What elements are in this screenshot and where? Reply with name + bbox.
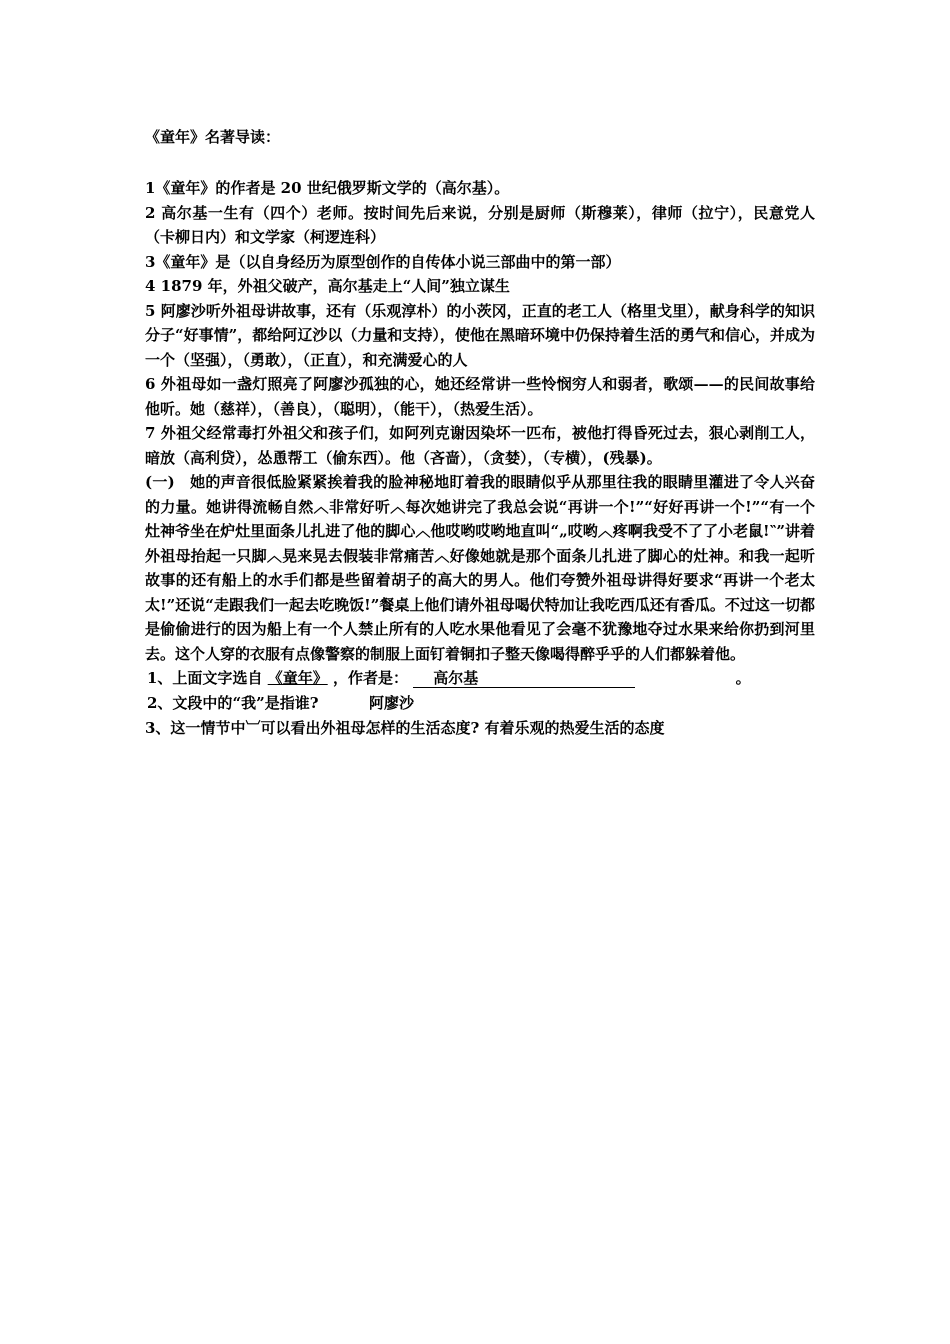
question-3: [145, 716, 815, 741]
question-3-answer: 有着乐观的热爱生活的态度: [484, 719, 665, 737]
reading-passage: (一) 她的声音很低脸紧紧挨着我的脸神秘地盯着我的眼睛似乎从那里往我的眼睛里灌进了令人兴奋的力量。她讲得流畅自然︿非常好听︿每次她讲完了我总会说“再讲一个!”“好好再讲一个!”“有一个灶神爷坐在炉灶里面条儿扎进了他的脚心︿他哎哟哎哟地直叫“„哎哟︿疼啊我受不了了小老鼠!‶”讲着外祖母抬起一只脚︿晃来晃去假装非常痛苦︿好像她就是那个面条儿扎进了脚心的灶神。和我一起听故事的还有船上的水手们都是些留着胡子的高大的男人。他们夸赞外祖母讲得好要求“再讲一个老太太!”还说“走跟我们一起去吃晚饭!”餐桌上他们请外祖母喝伏特加让我吃西瓜还有香瓜。不过这一切都是偷偷进行的因为船上有一个人禁止所有的人吃水果他看见了会毫不犹豫地夺过水果来给你扔到河里去。这个人穿的衣服有点像警察的制服上面钉着铜扣子整天像喝得醉乎乎的人们都躲着他。: [145, 473, 815, 663]
question-1: [145, 666, 815, 691]
question-1-prefix: 1、上面文字选自: [147, 669, 263, 687]
question-3-text: 3、这一情节中︺可以看出外祖母怎样的生活态度?: [145, 719, 480, 737]
question-1-mid: ，作者是：: [332, 669, 408, 687]
guide-item-2: 2 高尔基一生有（四个）老师。按时间先后来说，分别是厨师（斯穆莱），律师（拉宁），民意党人（卡柳日内）和文学家（柯逻连科）: [145, 203, 815, 246]
question-2: [145, 691, 815, 716]
guide-item-6: 6 外祖母如一盏灯照亮了阿廖沙孤独的心，她还经常讲一些怜悯穷人和弱者，歌颂——的民间故事给他听。她（慈祥），（善良），（聪明），（能干），（热爱生活）。: [145, 375, 815, 418]
guide-item-3: 3《童年》是（以自身经历为原型创作的自传体小说三部曲中的第一部）: [145, 252, 621, 271]
question-1-author-answer: 高尔基: [433, 669, 479, 687]
question-1-book-answer: 《童年》: [267, 669, 328, 687]
question-1-end: 。: [735, 669, 751, 687]
guide-item-1: 1《童年》的作者是 20 世纪俄罗斯文学的（高尔基）。: [145, 179, 510, 197]
guide-item-5: 5 阿廖沙听外祖母讲故事，还有（乐观淳朴）的小茨冈，正直的老工人（格里戈里），献身科学的知识分子“好事情”，都给阿辽沙以（力量和支持），使他在黑暗环境中仍保持着生活的勇气和信心，并成为一个（坚强），（勇敢），（正直），和充满爱心的人: [145, 301, 815, 369]
question-2-answer: 阿廖沙: [368, 694, 414, 712]
document-page: [145, 124, 815, 741]
question-1-author-blank: [413, 670, 635, 688]
question-2-text: 2、文段中的“我”是指谁?: [147, 694, 319, 712]
guide-item-7: 7 外祖父经常毒打外祖父和孩子们，如阿列克谢因染坏一匹布，被他打得昏死过去，狠心剥削工人，暗放（高利贷），怂恿帮工（偷东西）。他（吝啬），（贪婪），（专横），(残暴)。: [145, 424, 815, 467]
guide-item-4: 4 1879 年，外祖父破产，高尔基走上“人间”独立谋生: [145, 277, 510, 295]
document-heading: 《童年》名著导读：: [145, 128, 281, 146]
